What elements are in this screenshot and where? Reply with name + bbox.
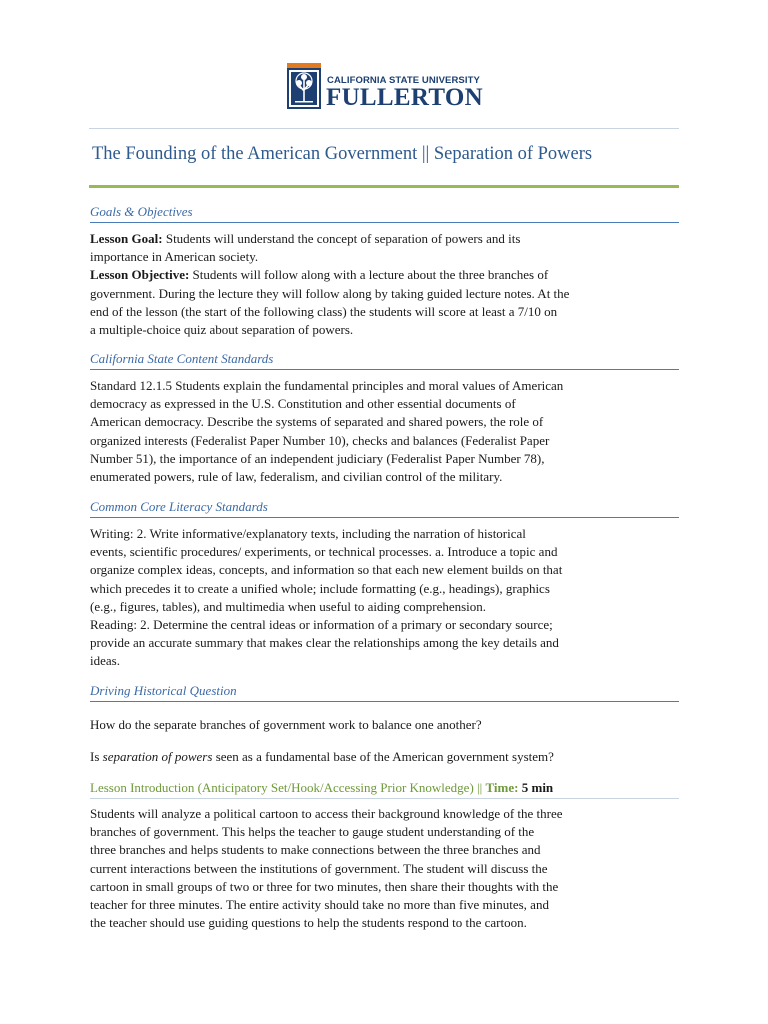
common-core-line: which precedes it to create a unified whole; include formatting (e.g., headings), graphics <box>90 580 550 596</box>
standards-line: organized interests (Federalist Paper Number 10), checks and balances (Federalist Paper <box>90 432 550 448</box>
introduction-line: teacher for three minutes. The entire activity should take no more than five minutes, and <box>90 897 549 913</box>
tree-seal-icon <box>287 63 321 109</box>
logo-campus-name: FULLERTON <box>326 84 483 111</box>
goal-line: importance in American society. <box>90 249 259 265</box>
goal-label: Lesson Goal: <box>90 231 163 246</box>
introduction-line: three branches and helps students to make connections between the three branches and <box>90 842 541 858</box>
goal-line <box>90 230 680 248</box>
driving-question-2 <box>90 748 680 766</box>
objective-line: government. During the lecture they will follow along by taking guided lecture notes. At the <box>90 285 570 301</box>
standards-line: Number 51), the importance of an independent judiciary (Federalist Paper Number 78), <box>90 450 545 466</box>
question-text <box>90 748 680 766</box>
introduction-line: the teacher should use guiding questions to help the students respond to the cartoon. <box>90 915 527 931</box>
standards-line: American democracy. Describe the systems of separated and shared powers, the role of <box>90 414 544 430</box>
introduction-body <box>90 805 680 932</box>
question-emphasis: separation of powers <box>102 749 213 764</box>
common-core-line: events, scientific procedures/ experiments, or technical processes. a. Introduce a topic and <box>90 544 558 560</box>
section-heading-state-standards: California State Content Standards <box>90 351 679 370</box>
time-label: Time: <box>485 780 519 795</box>
university-logo <box>287 63 487 113</box>
section-heading-goals: Goals & Objectives <box>90 204 679 223</box>
goal-text: Students will understand the concept of separation of powers and its <box>162 231 521 246</box>
logo-university-name: CALIFORNIA STATE UNIVERSITY <box>327 75 480 86</box>
time-value: 5 min <box>518 780 554 795</box>
common-core-line: provide an accurate summary that makes clear the relationships among the key details and <box>90 635 559 651</box>
section-heading-introduction <box>90 780 679 799</box>
introduction-line: Students will analyze a political cartoon to access their background knowledge of the three <box>90 806 563 821</box>
question-text: How do the separate branches of government work to balance one another? <box>90 717 482 732</box>
common-core-line: organize complex ideas, concepts, and information so that each new element builds on that <box>90 562 563 578</box>
question-suffix: seen as a fundamental base of the American government system? <box>212 749 554 764</box>
common-core-line: Reading: 2. Determine the central ideas or information of a primary or secondary source; <box>90 617 553 633</box>
standards-line: Standard 12.1.5 Students explain the fundamental principles and moral values of American <box>90 378 564 393</box>
introduction-line: cartoon in small groups of two or three for two minutes, then share their thoughts with the <box>90 878 559 894</box>
common-core-body <box>90 525 680 671</box>
driving-question-1 <box>90 716 680 734</box>
section-heading-common-core: Common Core Literacy Standards <box>90 499 679 518</box>
question-prefix: Is <box>90 749 103 764</box>
standards-line: enumerated powers, rule of law, federalism, and civilian control of the military. <box>90 469 503 485</box>
objective-text: Students will follow along with a lecture about the three branches of <box>189 267 549 283</box>
goals-body <box>90 230 680 339</box>
standards-line: democracy as expressed in the U.S. Constitution and other essential documents of <box>90 396 516 412</box>
common-core-line: Writing: 2. Write informative/explanatory texts, including the narration of historical <box>90 526 526 541</box>
title-divider <box>89 185 679 188</box>
introduction-line: current interactions between the institutions of government. The student will discuss the <box>90 860 548 876</box>
common-core-line: (e.g., figures, tables), and multimedia when useful to aiding comprehension. <box>90 598 487 614</box>
objective-line <box>90 266 680 284</box>
header-divider <box>89 128 679 129</box>
introduction-line: branches of government. This helps the teacher to gauge student understanding of the <box>90 824 535 840</box>
introduction-heading-text: Lesson Introduction (Anticipatory Set/Hook/Accessing Prior Knowledge) || <box>90 780 486 795</box>
objective-label: Lesson Objective: <box>90 267 190 283</box>
section-heading-driving-question: Driving Historical Question <box>90 683 679 702</box>
page-title: The Founding of the American Government || Separation of Powers <box>92 144 593 164</box>
objective-line: a multiple-choice quiz about separation of powers. <box>90 322 354 338</box>
objective-line: end of the lesson (the start of the following class) the students will score at least a 7/10 on <box>90 303 558 319</box>
state-standards-body <box>90 377 680 486</box>
common-core-line: ideas. <box>90 653 120 669</box>
